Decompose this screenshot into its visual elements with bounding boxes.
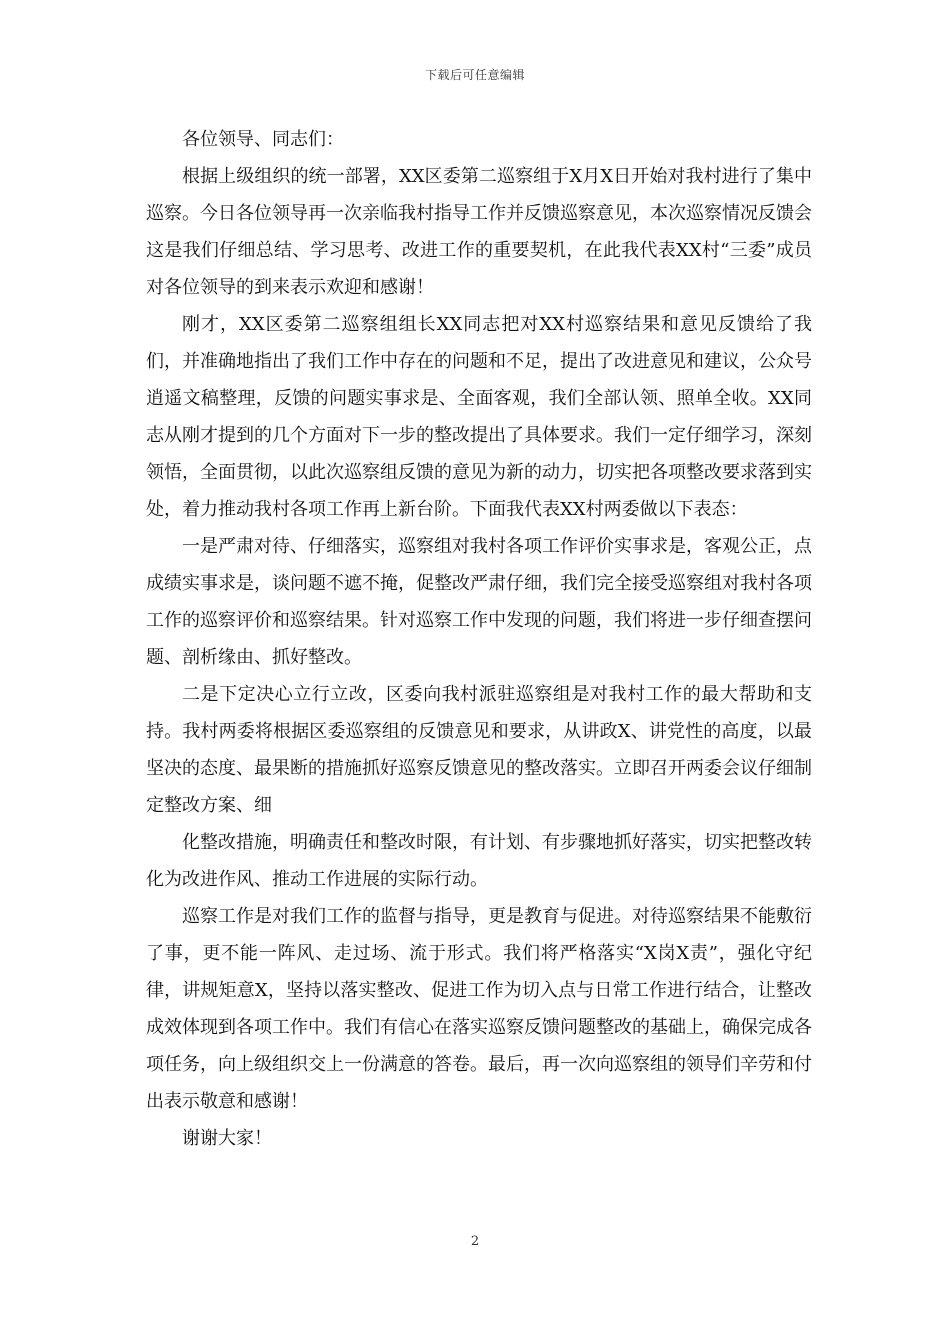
page-number: 2 [470, 1234, 480, 1249]
paragraph-6: 巡察工作是对我们工作的监督与指导，更是教育与促进。对待巡察结果不能敷衍了事，更不能一阵风、走过场、流于形式。我们将严格落实“X岗X责”，强化守纪律，讲规矩意X，坚持以落实整改、促进工作为切入点与日常工作进行结合，让整改成效体现到各项工作中。我们有信心在落实巡察反馈问题整改的基础上，确保完成各项任务，向上级组织交上一份满意的答卷。最后，再一次向巡察组的领导们辛劳和付出表示敬意和感谢！ [146, 906, 812, 1112]
paragraph-1: 根据上级组织的统一部署，XX区委第二巡察组于X月X日开始对我村进行了集中巡察。今日各位领导再一次亲临我村指导工作并反馈巡察意见，本次巡察情况反馈会这是我们仔细总结、学习思考、改进工作的重要契机，在此我代表XX村“三委”成员对各位领导的到来表示欢迎和感谢！ [146, 166, 812, 298]
document-body [146, 121, 812, 1157]
page-header-note: 下载后可任意编辑 [424, 68, 525, 82]
paragraph-2: 刚才，XX区委第二巡察组组长XX同志把对XX村巡察结果和意见反馈给了我们，并准确地指出了我们工作中存在的问题和不足，提出了改进意见和建议，公众号逍遥文稿整理，反馈的问题实事求是、全面客观，我们全部认领、照单全收。XX同志从刚才提到的几个方面对下一步的整改提出了具体要求。我们一定仔细学习，深刻领悟，全面贯彻，以此次巡察组反馈的意见为新的动力，切实把各项整改要求落到实处，着力推动我村各项工作再上新台阶。下面我代表XX村两委做以下表态： [146, 314, 812, 520]
salutation: 各位领导、同志们： [182, 129, 344, 150]
paragraph-5: 化整改措施，明确责任和整改时限，有计划、有步骤地抓好落实，切实把整改转化为改进作风、推动工作进展的实际行动。 [146, 832, 812, 890]
closing-thanks: 谢谢大家！ [182, 1128, 272, 1149]
paragraph-4: 二是下定决心立行立改，区委向我村派驻巡察组是对我村工作的最大帮助和支持。我村两委将根据区委巡察组的反馈意见和要求，从讲政X、讲党性的高度，以最坚决的态度、最果断的措施抓好巡察反馈意见的整改落实。立即召开两委会议仔细制定整改方案、细 [146, 684, 812, 816]
paragraph-3: 一是严肃对待、仔细落实，巡察组对我村各项工作评价实事求是，客观公正，点成绩实事求是，谈问题不遮不掩，促整改严肃仔细，我们完全接受巡察组对我村各项工作的巡察评价和巡察结果。针对巡察工作中发现的问题，我们将进一步仔细查摆问题、剖析缘由、抓好整改。 [146, 536, 812, 668]
